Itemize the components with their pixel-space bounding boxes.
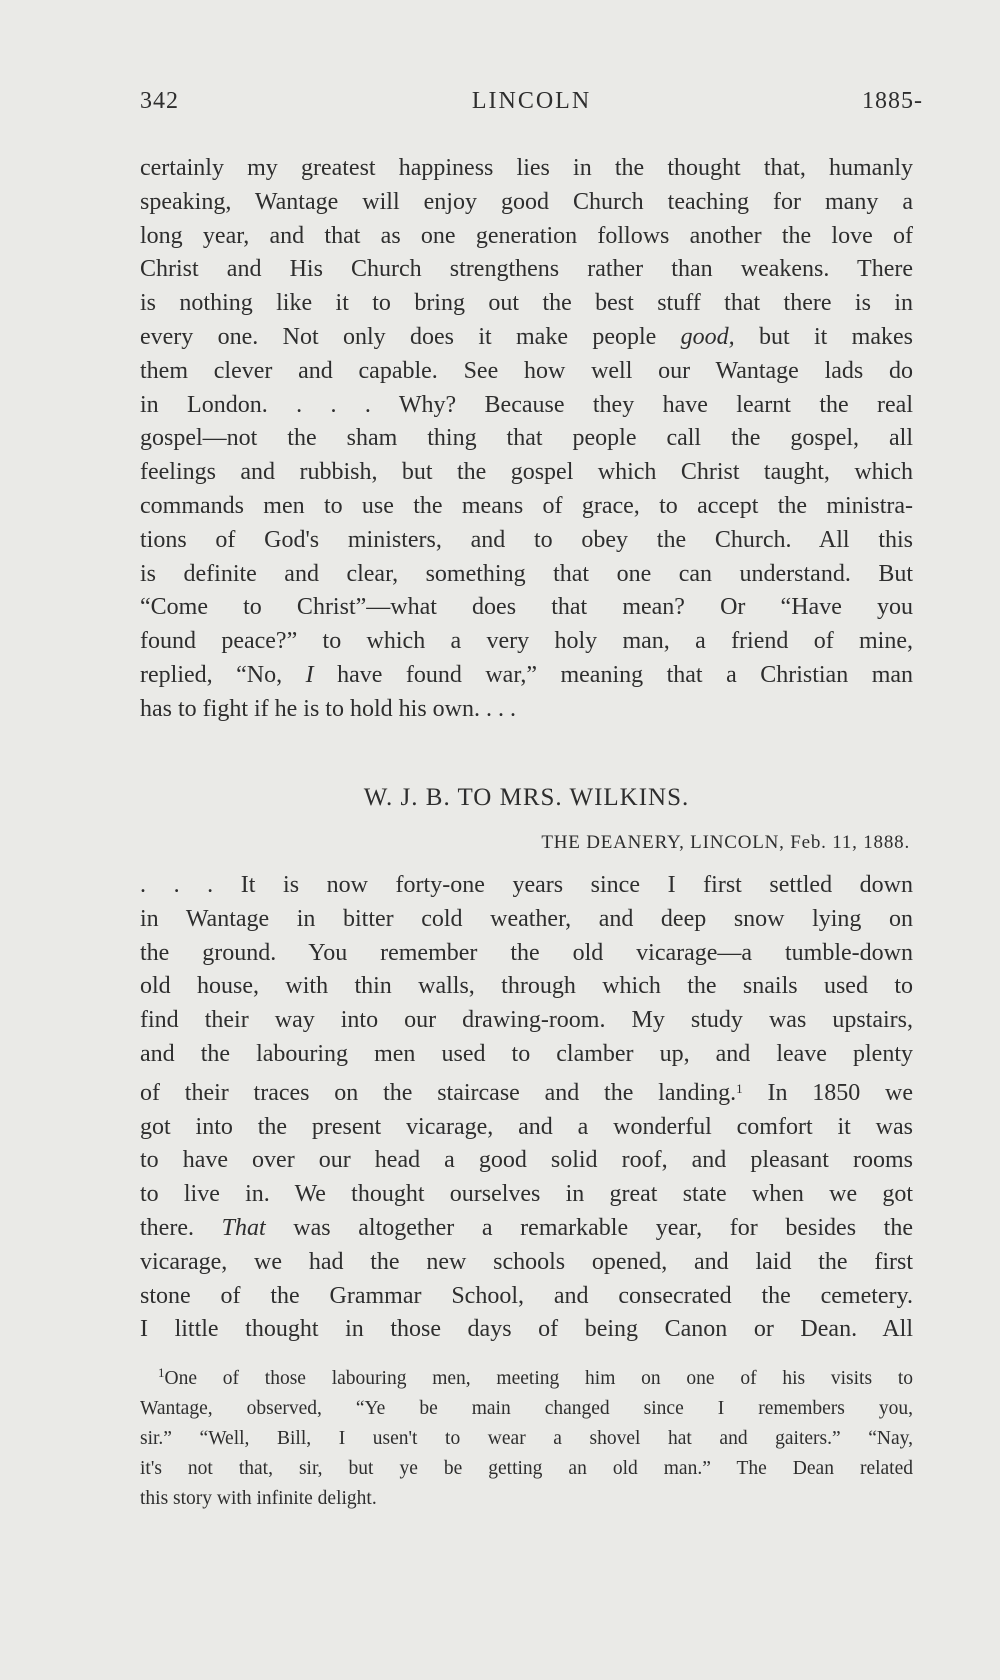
text-line (140, 321, 913, 355)
page-header (140, 88, 923, 124)
text-line: to live in. We thought ourselves in great state when we got (140, 1181, 913, 1208)
text-line: find their way into our drawing-room. My study was upstairs, (140, 1007, 913, 1034)
text-segment: In 1850 we (767, 1079, 914, 1106)
letter-two-text (140, 869, 913, 1347)
text-line: certainly my greatest happiness lies in the thought that, humanly (140, 155, 913, 181)
text-line: I little thought in those days of being Canon or Dean. All (140, 1316, 913, 1343)
text-segment: every one. Not only does it make people (140, 323, 657, 350)
footnote-line (140, 1358, 913, 1394)
text-line: the ground. You remember the old vicarage—a tumble-down (140, 939, 913, 966)
text-line (140, 659, 913, 693)
text-segment: but it makes (758, 323, 913, 350)
italic-word: I (305, 661, 314, 688)
text-line: Christ and His Church strengthens rather than weakens. There (140, 256, 913, 283)
text-segment: have found war,” meaning that a Christian man (337, 661, 914, 688)
text-line: old house, with thin walls, through which the snails used to (140, 973, 913, 1000)
text-line: in Wantage in bitter cold weather, and deep snow lying on (140, 905, 913, 932)
text-segment: replied, “No, (140, 661, 283, 688)
text-line: got into the present vicarage, and a wonderful comfort it was (140, 1113, 913, 1140)
text-line: and the labouring men used to clamber up, and leave plenty (140, 1040, 913, 1067)
text-line (140, 1212, 913, 1246)
text-line: in London. . . . Why? Because they have learnt the real (140, 391, 913, 418)
italic-word: That (221, 1214, 266, 1241)
text-segment: One of those labouring men, meeting him on one of his visits to (164, 1368, 913, 1389)
text-line: to have over our head a good solid roof, and pleasant rooms (140, 1147, 913, 1174)
italic-word: good, (680, 323, 735, 350)
text-line: gospel—not the sham thing that people call the gospel, all (140, 425, 913, 452)
header-year: 1885- (862, 88, 923, 114)
text-line: is nothing like it to bring out the best stuff that there is in (140, 290, 913, 317)
text-line: feelings and rubbish, but the gospel which Christ taught, which (140, 459, 913, 486)
text-segment: of their traces on the staircase and the landing. (140, 1079, 737, 1106)
text-line: stone of the Grammar School, and consecrated the cemetery. (140, 1282, 913, 1309)
text-line: “Come to Christ”—what does that mean? Or “Have you (140, 594, 913, 621)
footnote-marker: 1 (736, 1080, 743, 1096)
text-line: speaking, Wantage will enjoy good Church teaching for many a (140, 188, 913, 215)
text-line: long year, and that as one generation follows another the love of (140, 222, 913, 249)
footnote (140, 1358, 913, 1514)
footnote-line: it's not that, sir, but ye be getting an old man.” The Dean related (140, 1458, 913, 1479)
running-title: LINCOLN (471, 88, 592, 114)
text-line: commands men to use the means of grace, to accept the ministra- (140, 492, 913, 519)
text-line (140, 1072, 913, 1111)
footnote-line: this story with infinite delight. (140, 1488, 377, 1509)
footnote-line: sir.” “Well, Bill, I usen't to wear a shovel hat and gaiters.” “Nay, (140, 1428, 913, 1449)
text-line: them clever and capable. See how well our Wantage lads do (140, 357, 913, 384)
footnote-marker: 1 (158, 1365, 165, 1380)
section-title: W. J. B. TO MRS. WILKINS. (363, 784, 690, 811)
text-line: . . . It is now forty-one years since I first settled down (140, 872, 913, 898)
text-line: is definite and clear, something that one can understand. But (140, 560, 913, 587)
text-segment: was altogether a remarkable year, for besides the (293, 1214, 914, 1241)
text-segment: there. (140, 1214, 194, 1241)
letter-one-text (140, 152, 913, 727)
text-line: found peace?” to which a very holy man, a friend of mine, (140, 628, 913, 655)
text-line: has to fight if he is to hold his own. . . . (140, 695, 516, 722)
footnote-line: Wantage, observed, “Ye be main changed since I remembers you, (140, 1398, 913, 1419)
page-number: 342 (140, 88, 179, 114)
letter-dateline: THE DEANERY, LINCOLN, Feb. 11, 1888. (541, 832, 910, 853)
text-line: tions of God's ministers, and to obey the Church. All this (140, 526, 913, 553)
text-line: vicarage, we had the new schools opened, and laid the first (140, 1248, 913, 1275)
